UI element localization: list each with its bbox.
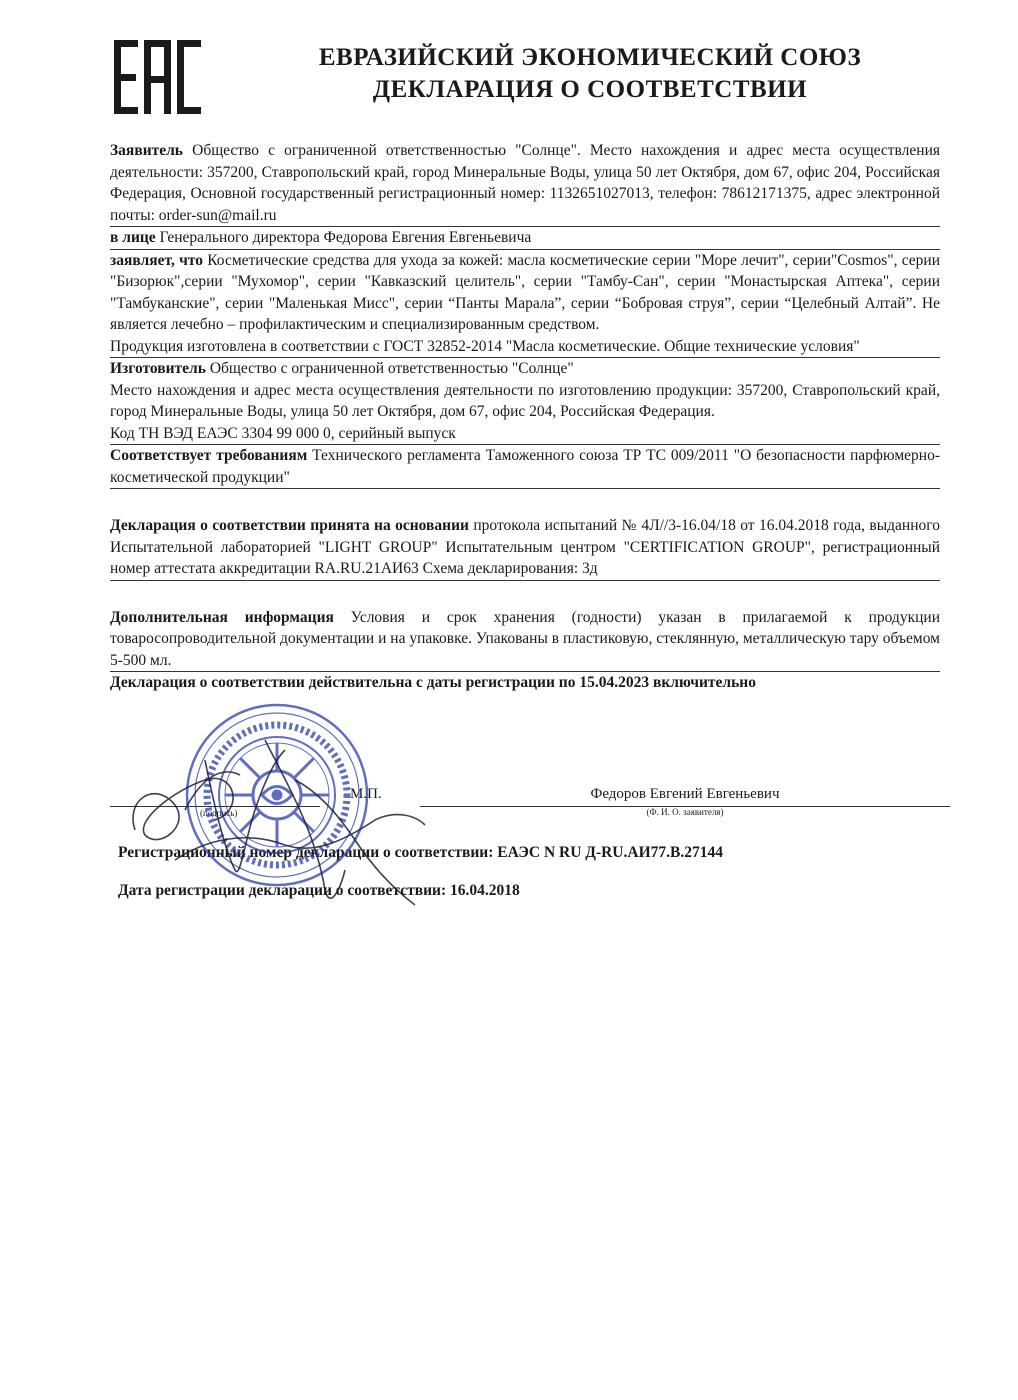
conformity-text: Технического регламента Таможенного союза ТР ТС 009/2011 "О безопасности парфюмерно-косметической продукции"	[110, 447, 940, 486]
tn-ved-code: Код ТН ВЭД ЕАЭС 3304 99 000 0, серийный выпуск	[110, 423, 940, 446]
conformity-section	[110, 445, 940, 489]
applicant-label: Заявитель	[110, 142, 184, 159]
manufacturer-section	[110, 358, 940, 380]
eac-logo-icon	[112, 36, 204, 118]
conformity-label: Соответствует требованиям	[110, 447, 308, 464]
represented-section	[110, 227, 940, 250]
applicant-text: Общество с ограниченной ответственностью "Солнце". Место нахождения и адрес места осуществления деятельности: 357200, Ставропольский край, город Минеральные Воды, улица 50 лет Октября, дом 67, офис 204, Российская Федерация, Основной государственный регистрационный номер: 1132651027013, телефон: 78612171375, адрес электронной почты: order-sun@mail.ru	[110, 142, 940, 224]
declares-text: Косметические средства для ухода за кожей: масла косметические серии "Море лечит", серии"Cosmos", серии "Бизорюк",серии "Мухомор", серии "Кавказский целитель", серии "Тамбу-Сан", серии "Монастырская Аптека", серии "Тамбуканские", серии "Маленькая Мисс", серии “Панты Марала”, серии “Бобровая струя”, серии “Целебный Алтай”. Не является лечебно – профилактическим и специализированным средством.	[110, 251, 941, 333]
applicant-full-name: Федоров Евгений Евгеньевич	[590, 786, 780, 802]
basis-label: Декларация о соответствии принята на основании	[110, 517, 469, 534]
handwritten-signature-icon	[115, 720, 445, 920]
manufacturer-address: Место нахождения и адрес места осуществления деятельности по изготовлению продукции: 357200, Ставропольский край, город Минеральные Воды, улица 50 лет Октября, дом 67, офис 204, Российская Федерация.	[110, 381, 940, 420]
registration-number: Регистрационный номер декларации о соответствии: ЕАЭС N RU Д-RU.АИ77.В.27144	[118, 844, 723, 861]
represented-text: Генерального директора Федорова Евгения Евгеньевича	[155, 229, 532, 246]
additional-text: Условия и срок хранения (годности) указан в прилагаемой к продукции товаросопроводительной документации и на упаковке. Упакованы в пластиковую, стеклянную, металлическую тару объемом 5-500 мл.	[110, 608, 940, 669]
stamp-place-label: М.П.	[350, 786, 382, 802]
additional-label: Дополнительная информация	[110, 608, 334, 626]
name-caption: (Ф. И. О. заявителя)	[646, 807, 724, 817]
header-declaration-title: ДЕКЛАРАЦИЯ О СООТВЕТСТВИИ	[372, 76, 808, 103]
registration-date: Дата регистрации декларации о соответствии: 16.04.2018	[118, 882, 520, 899]
basis-section	[110, 515, 940, 581]
declaration-body	[110, 140, 940, 694]
manufacturer-name: Общество с ограниченной ответственностью "Солнце"	[205, 360, 574, 377]
header-union-title: ЕВРАЗИЙСКИЙ ЭКОНОМИЧЕСКИЙ СОЮЗ	[318, 44, 862, 71]
document-header	[250, 42, 930, 106]
represented-label: в лице	[110, 229, 156, 246]
declares-section	[110, 250, 940, 336]
declares-label: заявляет, что	[110, 251, 203, 269]
applicant-section	[110, 140, 940, 227]
validity-line: Декларация о соответствии действительна с даты регистрации по 15.04.2023 включительно	[110, 674, 756, 691]
basis-text: протокола испытаний № 4Л//3-16.04/18 от 16.04.2018 года, выданного Испытательной лабораторией "LIGHT GROUP" Испытательным центром "CERTIFICATION GROUP", регистрационный номер аттестата аккредитации RA.RU.21АИ63 Схема декларирования: 3д	[110, 517, 940, 577]
standard-line: Продукция изготовлена в соответствии с ГОСТ 32852-2014 "Масла косметические. Общие технические условия"	[110, 336, 940, 359]
signature-caption: (подпись)	[200, 808, 238, 818]
additional-section	[110, 607, 940, 673]
manufacturer-label: Изготовитель	[110, 360, 206, 377]
